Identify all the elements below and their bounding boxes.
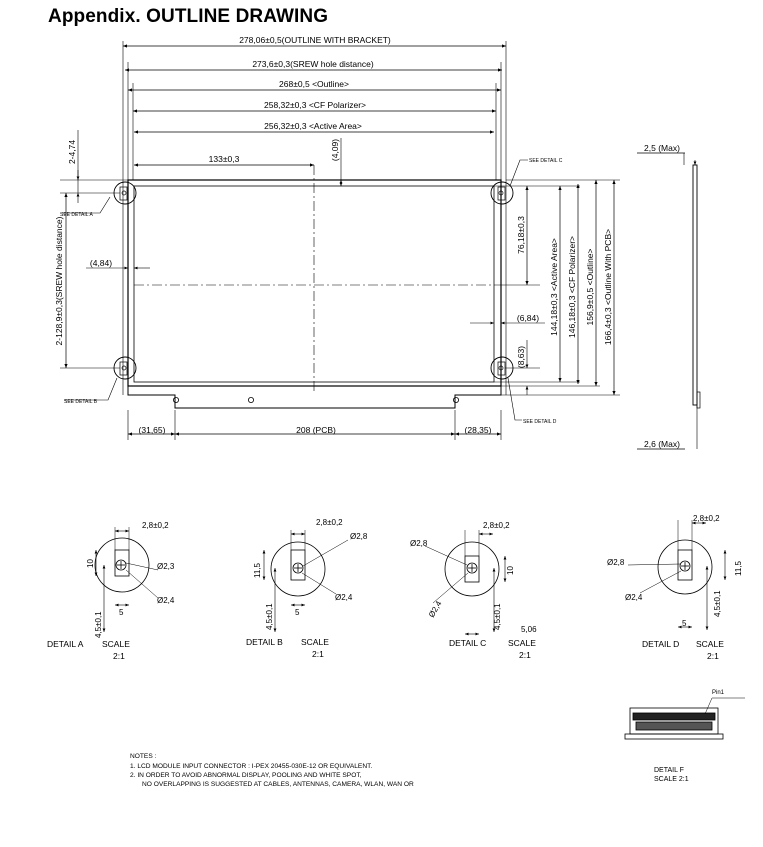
- detail-a-dim-top: 2,8±0,2: [142, 521, 169, 530]
- dim-center-offset: 133±0,3: [208, 154, 240, 164]
- dim-screw-hole-distance-h: 273,6±0,3(SREW hole distance): [252, 59, 374, 69]
- detail-d-dim-h: 11,5: [734, 561, 743, 576]
- detail-c-dim-w: 5,06: [521, 625, 537, 634]
- dim-side-top: 2,5 (Max): [644, 143, 680, 153]
- detail-d-dim-v: 4,5±0,1: [713, 590, 722, 617]
- detail-b-caption: DETAIL B: [246, 637, 283, 647]
- detail-b-dim-d1: Ø2,8: [350, 532, 368, 541]
- dim-side-bottom: 2,6 (Max): [644, 439, 680, 449]
- dim-cf-polarizer-h: 258,32±0,3 <CF Polarizer>: [264, 100, 366, 110]
- dim-top-offset-274: 2-4,74: [67, 139, 77, 165]
- detail-captions: [47, 637, 725, 783]
- dim-pcb-right: (28,35): [464, 425, 492, 435]
- detail-b-scale: 2:1: [312, 649, 324, 659]
- callout-detail-c: SEE DETAIL C: [529, 158, 563, 164]
- detail-d-scale-word: SCALE: [696, 639, 724, 649]
- notes-heading: NOTES :: [130, 753, 157, 760]
- detail-a-drawing: [95, 527, 158, 632]
- notes-line-1: 1. LCD MODULE INPUT CONNECTOR : I-PEX 20455-030E-12 OR EQUIVALENT.: [130, 763, 373, 770]
- dim-right-863: (8,63): [516, 345, 526, 369]
- detail-b-drawing: [264, 530, 348, 632]
- detail-f-caption: DETAIL F: [654, 767, 684, 774]
- detail-c-dim-v: 4,5±0,1: [493, 603, 502, 630]
- dim-pcb-width: 208 (PCB): [296, 425, 336, 435]
- dim-active-area-h: 256,32±0,3 <Active Area>: [264, 121, 362, 131]
- detail-d-dim-d1: Ø2,8: [607, 558, 625, 567]
- dim-outline-v: 156,9±0,5 <Outline>: [585, 248, 595, 326]
- detail-c-scale-word: SCALE: [508, 638, 536, 648]
- detail-a-scale: 2:1: [113, 651, 125, 661]
- detail-f-drawing: [625, 698, 745, 739]
- dim-outline-with-bracket: 278,06±0,5(OUTLINE WITH BRACKET): [239, 35, 391, 45]
- detail-c-scale: 2:1: [519, 650, 531, 660]
- detail-c-dim-d2: Ø2,4: [426, 599, 444, 619]
- dim-top-offset-409: (4,09): [330, 138, 340, 162]
- detail-c-labels: [410, 521, 537, 634]
- detail-b-dim-top: 2,8±0,2: [316, 518, 343, 527]
- dim-pcb-left: (31,65): [138, 425, 166, 435]
- dim-right-684: (6,84): [516, 313, 540, 323]
- detail-d-caption: DETAIL D: [642, 639, 680, 649]
- side-view: [637, 153, 700, 449]
- dim-left-offset: (4,84): [89, 258, 113, 268]
- detail-d-drawing: [628, 520, 725, 630]
- detail-d-labels: [607, 514, 743, 628]
- dim-screw-hole-distance-v: 2-128,9±0,3(SREW hole distance): [54, 216, 64, 346]
- detail-c-caption: DETAIL C: [449, 638, 487, 648]
- notes-line-3: NO OVERLAPPING IS SUGGESTED AT CABLES, ANTENNAS, CAMERA, WLAN, WAN OR: [142, 781, 414, 788]
- callout-detail-d: SEE DETAIL D: [523, 419, 557, 425]
- detail-f-pin: Pin1: [712, 690, 725, 696]
- callout-detail-a: SEE DETAIL A: [60, 212, 93, 218]
- dim-active-area-v: 144,18±0,3 <Active Area>: [549, 238, 559, 336]
- detail-a-dim-d2: Ø2,4: [157, 596, 175, 605]
- page-title: Appendix. OUTLINE DRAWING: [48, 6, 329, 27]
- dimension-labels: [54, 35, 680, 449]
- detail-b-scale-word: SCALE: [301, 637, 329, 647]
- notes: [130, 753, 414, 788]
- detail-c-dim-d1: Ø2,8: [410, 539, 428, 548]
- detail-a-caption: DETAIL A: [47, 639, 84, 649]
- detail-b-dim-h: 11,5: [253, 563, 262, 578]
- detail-callouts: [60, 158, 563, 425]
- detail-b-labels: [253, 518, 368, 630]
- detail-b-dim-v: 4,5±0,1: [265, 603, 274, 630]
- callout-detail-b: SEE DETAIL B: [64, 399, 98, 405]
- detail-a-scale-word: SCALE: [102, 639, 130, 649]
- detail-f-scale: SCALE 2:1: [654, 776, 689, 783]
- detail-a-dim-v: 4,5±0,1: [94, 611, 103, 638]
- detail-a-dim-h: 10: [86, 559, 95, 568]
- detail-a-dim-d1: Ø2,3: [157, 562, 175, 571]
- detail-b-dim-d2: Ø2,4: [335, 593, 353, 602]
- detail-a-dim-w: 5: [119, 608, 124, 617]
- dim-outline-pcb-v: 166,4±0,3 <Outline With PCB>: [603, 228, 613, 346]
- detail-d-scale: 2:1: [707, 651, 719, 661]
- detail-d-dim-top: 2,8±0,2: [693, 514, 720, 523]
- detail-d-dim-d2: Ø2,4: [625, 593, 643, 602]
- dim-right-7618: 76,18±0,3: [516, 216, 526, 254]
- detail-b-dim-w: 5: [295, 608, 300, 617]
- notes-line-2: 2. IN ORDER TO AVOID ABNORMAL DISPLAY, POOLING AND WHITE SPOT,: [130, 772, 362, 779]
- dim-outline-h: 268±0,5 <Outline>: [279, 79, 349, 89]
- detail-d-dim-w: 5: [682, 619, 687, 628]
- detail-c-dim-h: 10: [506, 566, 515, 575]
- dim-cf-polarizer-v: 146,18±0,3 <CF Polarizer>: [567, 236, 577, 338]
- detail-c-dim-top: 2,8±0,2: [483, 521, 510, 530]
